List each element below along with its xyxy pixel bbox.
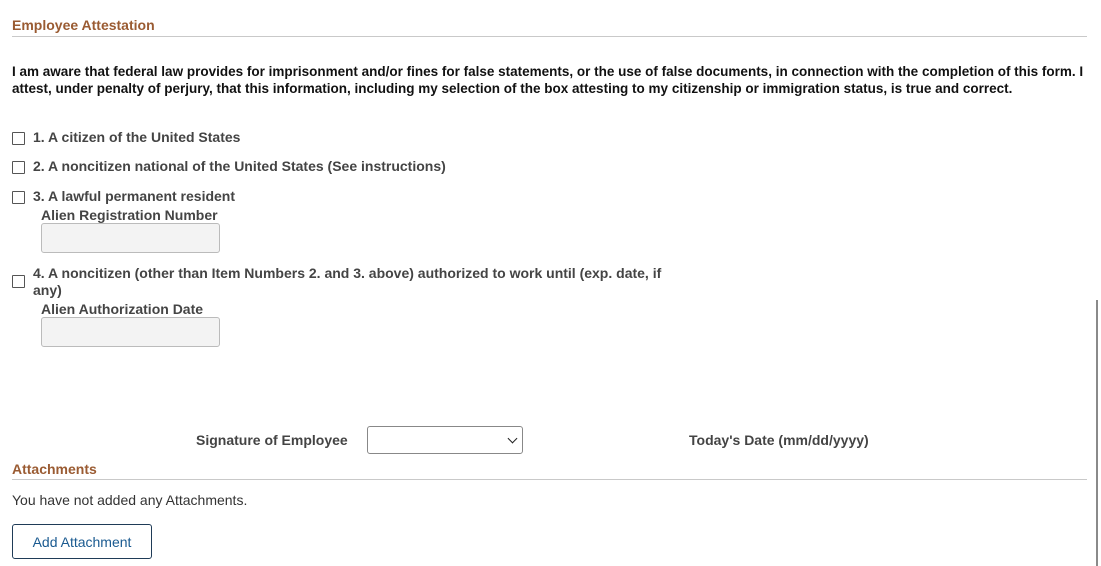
option-noncitizen-national-label: 2. A noncitizen national of the United States (See instructions) [33,158,446,174]
option-noncitizen-national[interactable] [12,158,446,175]
option-authorized-noncitizen[interactable] [12,265,672,299]
add-attachment-button[interactable] [12,524,152,559]
option-permanent-resident[interactable] [12,188,235,205]
permanent-resident-checkbox[interactable] [12,191,25,204]
alien-registration-number-input[interactable] [41,223,220,253]
no-attachments-message: You have not added any Attachments. [12,492,248,508]
employee-attestation-heading: Employee Attestation [12,17,155,33]
vertical-scrollbar[interactable] [1096,300,1098,566]
option-authorized-noncitizen-label: 4. A noncitizen (other than Item Numbers 2. and 3. above) authorized to work until (exp. date, if any) [33,265,662,298]
alien-registration-number-label: Alien Registration Number [41,207,218,223]
citizen-checkbox[interactable] [12,132,25,145]
attachments-heading: Attachments [12,461,97,477]
alien-authorization-date-label: Alien Authorization Date [41,301,204,317]
chevron-down-icon [508,434,518,444]
add-attachment-button-label: Add Attachment [32,533,132,550]
signature-of-employee-label: Signature of Employee [196,432,348,448]
attachments-divider [12,479,1087,480]
noncitizen-national-checkbox[interactable] [12,161,25,174]
option-permanent-resident-label: 3. A lawful permanent resident [33,188,236,204]
attestation-statement: I am aware that federal law provides for imprisonment and/or fines for false statements, or the use of false documents, in connection with the completion of this form. I attest, under penalty of perjury, that this information, including my selection of the box attesting to my citizenship or immigration status, is true and correct. [12,64,1084,96]
section-divider [12,36,1087,37]
alien-authorization-date-input[interactable] [41,317,220,347]
option-citizen-label: 1. A citizen of the United States [33,129,241,145]
todays-date-label: Today's Date (mm/dd/yyyy) [689,432,869,448]
authorized-noncitizen-checkbox[interactable] [12,275,25,288]
signature-dropdown[interactable] [367,426,523,454]
option-citizen[interactable] [12,129,240,146]
